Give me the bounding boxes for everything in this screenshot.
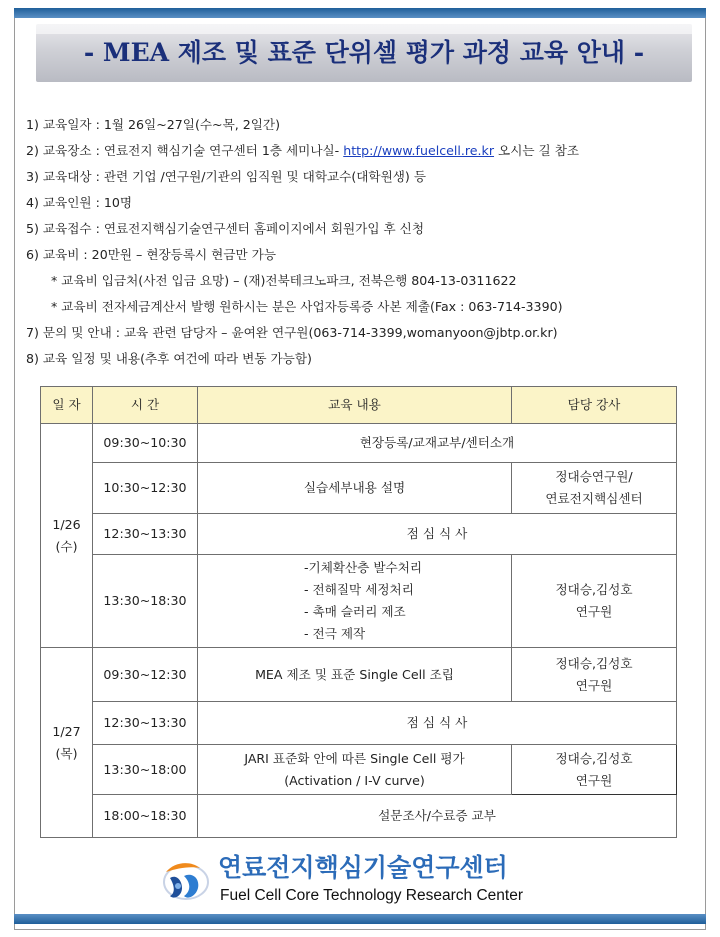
table-row (41, 514, 677, 555)
table-row (41, 648, 677, 702)
header-content: 교육 내용 (198, 387, 512, 424)
content-line: - 전극 제작 (304, 626, 366, 641)
info-fee: 6) 교육비 : 20만원 – 현장등록시 현금만 가능 (26, 247, 276, 262)
table-row (41, 555, 677, 648)
day-date: 1/27 (52, 723, 81, 739)
center-name-korean: 연료전지핵심기술연구센터 (218, 853, 508, 882)
time-cell: 09:30~12:30 (93, 648, 198, 702)
teacher-line: 연구원 (575, 677, 613, 693)
center-name-english: Fuel Cell Core Technology Research Center (220, 887, 523, 904)
page-title: - MEA 제조 및 표준 단위셀 평가 과정 교육 안내 - (83, 38, 645, 67)
info-capacity: 4) 교육인원 : 10명 (26, 195, 133, 210)
time-cell: 13:30~18:30 (93, 555, 198, 648)
time-cell: 12:30~13:30 (93, 514, 198, 555)
day-cell (41, 648, 93, 838)
time-cell: 18:00~18:30 (93, 795, 198, 838)
teacher-line: 연구원 (575, 772, 613, 788)
time-cell: 10:30~12:30 (93, 463, 198, 514)
teacher-cell (512, 648, 677, 702)
content-line: - 촉매 슬러리 제조 (304, 604, 406, 619)
time-cell: 12:30~13:30 (93, 702, 198, 745)
info-target: 3) 교육대상 : 관련 기업 /연구원/기관의 임직원 및 대학교수(대학원생) 등 (26, 169, 426, 184)
info-schedule-note: 8) 교육 일정 및 내용(추후 여건에 따라 변동 가능함) (26, 351, 312, 366)
table-header-row (41, 387, 677, 424)
info-date: 1) 교육일자 : 1월 26일~27일(수~목, 2일간) (26, 117, 281, 132)
header-time: 시 간 (93, 387, 198, 424)
table-row (41, 702, 677, 745)
info-registration: 5) 교육접수 : 연료전지핵심기술연구센터 홈페이지에서 회원가입 후 신청 (26, 221, 424, 236)
content-cell: 현장등록/교재교부/센터소개 (198, 424, 677, 463)
time-cell: 09:30~10:30 (93, 424, 198, 463)
teacher-line: 연료전지핵심센터 (545, 491, 643, 506)
top-rule (14, 8, 706, 18)
content-line: -기체확산층 발수처리 (304, 560, 423, 575)
teacher-cell (512, 463, 677, 514)
content-cell (198, 745, 512, 795)
day-weekday: (수) (55, 538, 78, 554)
content-line: (Activation / I-V curve) (284, 772, 425, 788)
content-cell (198, 555, 512, 648)
time-cell: 13:30~18:00 (93, 745, 198, 795)
info-location (26, 138, 696, 164)
schedule-table (40, 386, 677, 838)
content-line: - 전해질막 세정처리 (304, 582, 414, 597)
content-cell: 점 심 식 사 (198, 702, 677, 745)
info-list (26, 112, 696, 372)
header-teacher: 담당 강사 (512, 387, 677, 424)
center-logo (160, 852, 600, 908)
info-contact: 7) 문의 및 안내 : 교육 관련 담당자 – 윤여완 연구원(063-714-3399,womanyoon@jbtp.or.kr) (26, 325, 558, 340)
content-cell: MEA 제조 및 표준 Single Cell 조립 (198, 648, 512, 702)
content-cell: 설문조사/수료증 교부 (198, 795, 677, 838)
content-cell: 점 심 식 사 (198, 514, 677, 555)
website-link[interactable]: http://www.fuelcell.re.kr (343, 143, 495, 158)
table-row (41, 463, 677, 514)
table-row (41, 795, 677, 838)
info-location-text: 2) 교육장소 : 연료전지 핵심기술 연구센터 1층 세미나실- (26, 143, 344, 158)
header-date: 일 자 (41, 387, 93, 424)
teacher-line: 정대승,김성호 (555, 655, 633, 671)
bottom-rule (14, 914, 706, 924)
center-emblem-icon (160, 856, 212, 904)
teacher-line: 연구원 (575, 604, 613, 619)
teacher-cell (512, 555, 677, 648)
info-fee-invoice: * 교육비 전자세금계산서 발행 원하시는 분은 사업자등록증 사본 제출(Fax : 063-714-3390) (51, 299, 563, 314)
info-location-suffix: 오시는 길 참조 (494, 143, 580, 158)
info-fee-deposit: * 교육비 입금처(사전 입금 요망) – (재)전북테크노파크, 전북은행 804-13-0311622 (51, 273, 517, 288)
teacher-cell (512, 745, 677, 795)
day-weekday: (목) (55, 745, 78, 761)
table-row (41, 745, 677, 795)
content-cell: 실습세부내용 설명 (198, 463, 512, 514)
content-line: JARI 표준화 안에 따른 Single Cell 평가 (244, 750, 465, 766)
teacher-line: 정대승,김성호 (555, 750, 633, 766)
day-cell (41, 424, 93, 648)
day-date: 1/26 (52, 516, 81, 532)
teacher-line: 정대승,김성호 (555, 582, 633, 597)
teacher-line: 정대승연구원/ (555, 469, 633, 484)
table-row (41, 424, 677, 463)
